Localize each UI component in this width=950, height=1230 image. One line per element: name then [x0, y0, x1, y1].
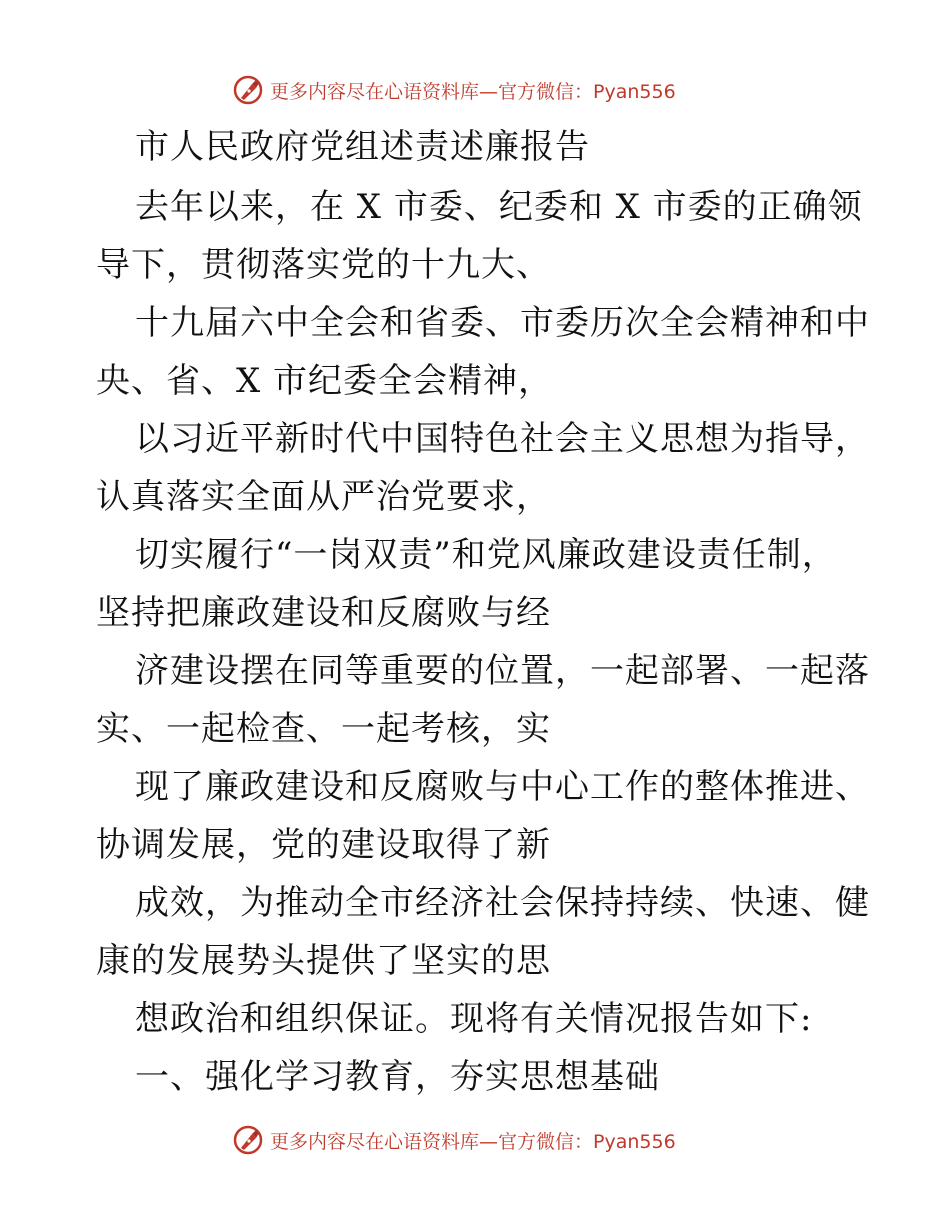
paragraph-line: 导下，贯彻落实党的十九大、	[96, 245, 551, 285]
paragraph-line: 协调发展，党的建设取得了新	[96, 825, 551, 865]
paragraph-line: 十九届六中全会和省委、市委历次全会精神和中	[135, 303, 870, 343]
footer-banner-text: 更多内容尽在心语资料库—官方微信：Pyan556	[270, 1130, 676, 1153]
paragraph-line: 实、一起检查、一起考核，实	[96, 709, 551, 749]
section-heading: 一、强化学习教育，夯实思想基础	[135, 1057, 660, 1097]
paragraph-line: 现了廉政建设和反腐败与中心工作的整体推进、	[135, 767, 870, 807]
paragraph-line: 济建设摆在同等重要的位置，一起部署、一起落	[135, 651, 870, 691]
paragraph-line: 切实履行“一岗双责”和党风廉政建设责任制，	[135, 535, 837, 575]
paragraph-line: 央、省、X 市纪委全会精神，	[96, 361, 554, 401]
pen-nib-logo-icon	[232, 1124, 264, 1156]
paragraph-line: 坚持把廉政建设和反腐败与经	[96, 593, 551, 633]
paragraph-line: 康的发展势头提供了坚实的思	[96, 941, 551, 981]
paragraph-line: 认真落实全面从严治党要求，	[96, 477, 551, 517]
header-banner-text: 更多内容尽在心语资料库—官方微信：Pyan556	[270, 80, 676, 103]
footer-banner	[232, 1122, 732, 1158]
paragraph-line: 以习近平新时代中国特色社会主义思想为指导，	[135, 419, 870, 459]
document-title: 市人民政府党组述责述廉报告	[135, 127, 590, 167]
paragraph-line: 成效，为推动全市经济社会保持持续、快速、健	[135, 883, 870, 923]
paragraph-line: 去年以来，在 X 市委、纪委和 X 市委的正确领	[135, 187, 863, 227]
paragraph-line: 想政治和组织保证。现将有关情况报告如下:	[135, 999, 813, 1039]
